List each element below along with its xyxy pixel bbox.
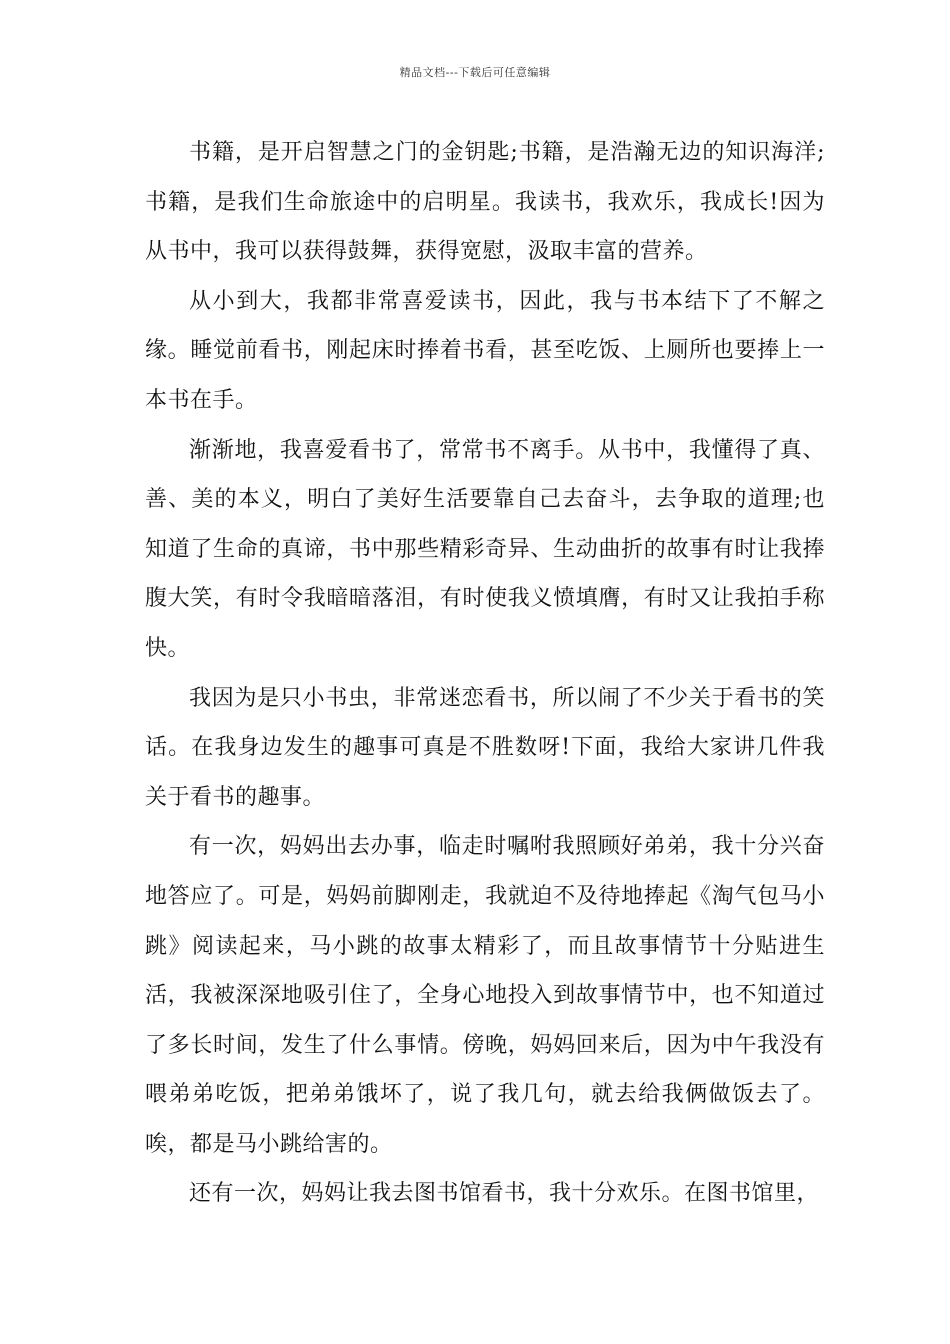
paragraph-2: 从小到大，我都非常喜爱读书，因此，我与书本结下了不解之缘。睡觉前看书，刚起床时捧着书看，甚至吃饭、上厕所也要捧上一本书在手。 <box>145 288 825 413</box>
paragraph-1: 书籍，是开启智慧之门的金钥匙;书籍，是浩瀚无边的知识海洋;书籍，是我们生命旅途中的启明星。我读书，我欢乐，我成长!因为从书中，我可以获得鼓舞，获得宽慰，汲取丰富的营养。 <box>145 140 825 265</box>
paragraph-5: 有一次，妈妈出去办事，临走时嘱咐我照顾好弟弟，我十分兴奋地答应了。可是，妈妈前脚刚走，我就迫不及待地捧起《淘气包马小跳》阅读起来，马小跳的故事太精彩了，而且故事情节十分贴进生活，我被深深地吸引住了，全身心地投入到故事情节中，也不知道过了多长时间，发生了什么事情。傍晚，妈妈回来后，因为中午我没有喂弟弟吃饭，把弟弟饿坏了，说了我几句，就去给我俩做饭去了。唉，都是马小跳给害的。 <box>145 834 825 1157</box>
page-header: 精品文档---下载后可任意编辑 <box>399 66 551 79</box>
paragraph-4: 我因为是只小书虫，非常迷恋看书，所以闹了不少关于看书的笑话。在我身边发生的趣事可真是不胜数呀!下面，我给大家讲几件我关于看书的趣事。 <box>145 685 825 810</box>
document-body <box>145 128 825 1219</box>
paragraph-6: 还有一次，妈妈让我去图书馆看书，我十分欢乐。在图书馆里， <box>189 1181 820 1207</box>
paragraph-3: 渐渐地，我喜爱看书了，常常书不离手。从书中，我懂得了真、善、美的本义，明白了美好生活要靠自己去奋斗，去争取的道理;也知道了生命的真谛，书中那些精彩奇异、生动曲折的故事有时让我捧腹大笑，有时令我暗暗落泪，有时使我义愤填膺，有时又让我拍手称快。 <box>145 437 825 661</box>
